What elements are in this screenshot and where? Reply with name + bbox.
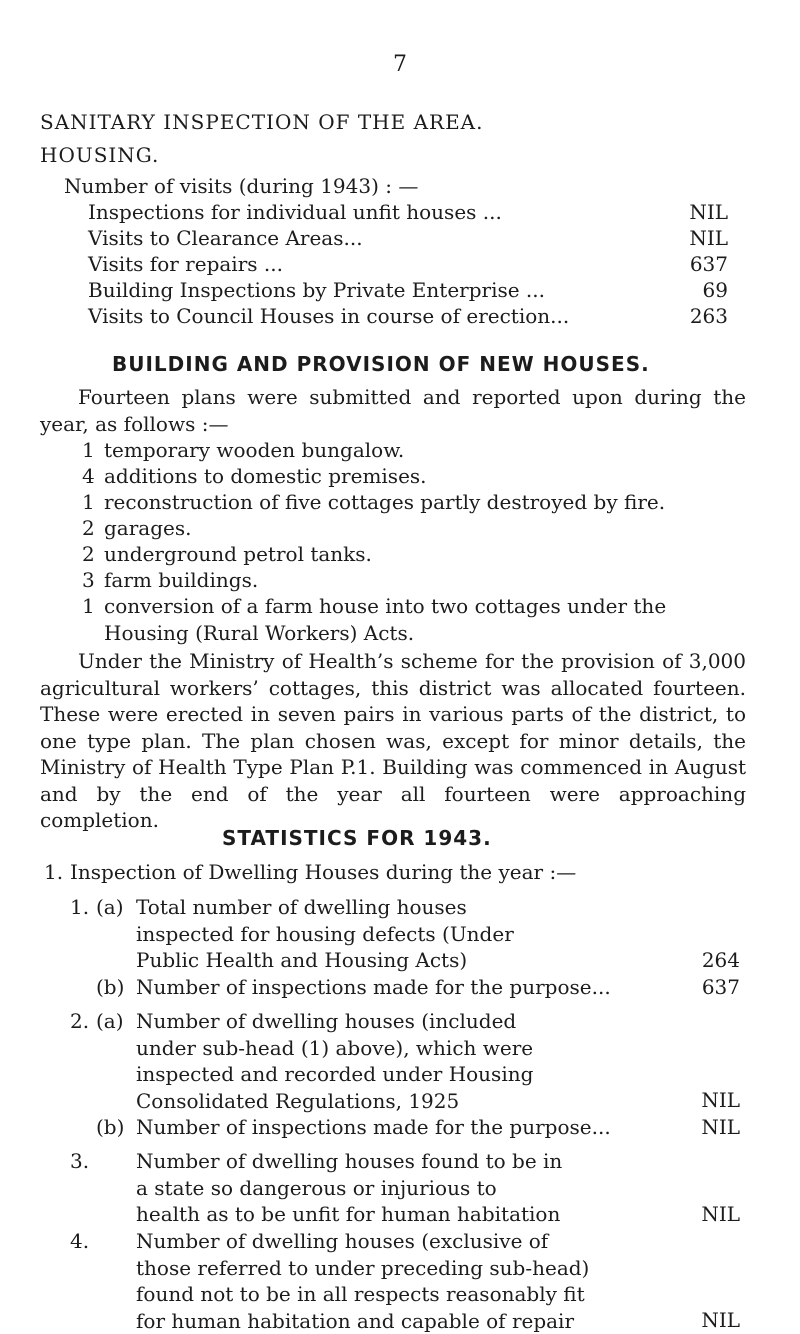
plan-text: additions to domestic premises.	[104, 464, 427, 488]
visit-label: Inspections for individual unfit houses ...	[88, 200, 502, 224]
visit-value: NIL	[689, 226, 728, 250]
stat-text: Total number of dwelling houses inspected for housing defects (Under Public Health and Housing Acts)	[136, 895, 514, 972]
plan-text: farm buildings.	[104, 568, 259, 592]
building-intro: Fourteen plans were submitted and reported upon during the year, as follows :—	[40, 385, 746, 436]
stat-letter: (a)	[96, 1009, 124, 1033]
plan-count: 4	[82, 464, 95, 488]
plan-count: 1	[82, 490, 95, 514]
stat-number: 2.	[70, 1009, 90, 1033]
stat-2a	[70, 1008, 740, 1118]
stat-number: 3.	[70, 1149, 90, 1173]
ministry-paragraph: Under the Ministry of Health’s scheme for the provision of 3,000 agricultural workers’ cottages, this district was allocated fourteen. These were erected in seven pairs in various parts of the district, to one type plan. The plan chosen was, except for minor details, the Ministry of Health Type Plan P.1. Building was commenced in August and by the end of the year all fourteen were approaching completion.	[40, 649, 746, 832]
stat-value: NIL	[701, 1202, 740, 1226]
plan-text: temporary wooden bungalow.	[104, 438, 405, 462]
plan-text: conversion of a farm house into two cottages under the Housing (Rural Workers) Acts.	[104, 594, 667, 645]
visit-row	[88, 226, 728, 250]
plan-count: 3	[82, 568, 95, 592]
stat-letter: (a)	[96, 895, 124, 919]
stat-letter: (b)	[96, 1115, 125, 1139]
stat-4	[70, 1228, 740, 1334]
stat-letter: (b)	[96, 975, 125, 999]
plan-count: 1	[82, 594, 95, 618]
stat-text: Number of dwelling houses (included under sub-head (1) above), which were inspected and recorded under Housing Consolidated Regulations, 1925	[136, 1009, 534, 1113]
visit-label: Visits to Council Houses in course of erection...	[88, 304, 570, 328]
visit-row	[88, 200, 728, 224]
stat-value: NIL	[701, 1115, 740, 1139]
stat-number: 1.	[70, 895, 90, 919]
stat-value: 637	[701, 975, 740, 999]
stat-3	[70, 1148, 740, 1228]
plan-count: 1	[82, 438, 95, 462]
visit-label: Building Inspections by Private Enterprise ...	[88, 278, 546, 302]
stat-2b	[70, 1114, 740, 1141]
visit-row	[88, 304, 728, 328]
visit-row	[88, 278, 728, 302]
stats-section-number: 1.	[44, 860, 64, 884]
stat-value: NIL	[701, 1088, 740, 1112]
stat-1b	[70, 974, 740, 1001]
plan-text: underground petrol tanks.	[104, 542, 372, 566]
visit-label: Visits for repairs ...	[88, 252, 283, 276]
section-title: SANITARY INSPECTION OF THE AREA.	[40, 110, 484, 134]
visit-label: Visits to Clearance Areas...	[88, 226, 363, 250]
stat-value: NIL	[701, 1308, 740, 1332]
statistics-heading: STATISTICS FOR 1943.	[222, 826, 492, 850]
plan-text: reconstruction of five cottages partly destroyed by fire.	[104, 490, 666, 514]
housing-heading: HOUSING.	[40, 143, 160, 167]
plan-count: 2	[82, 516, 95, 540]
plan-count: 2	[82, 542, 95, 566]
stats-section-title: Inspection of Dwelling Houses during the year :—	[70, 860, 577, 884]
page-number: 7	[393, 52, 407, 77]
stat-text: Number of dwelling houses (exclusive of those referred to under preceding sub-head) found not to be in all respects reasonably fit for human habitation and capable of repair	[136, 1229, 590, 1333]
visit-value: 263	[689, 304, 728, 328]
building-heading: BUILDING AND PROVISION OF NEW HOUSES.	[112, 352, 650, 376]
stat-value: 264	[701, 948, 740, 972]
visit-value: 637	[689, 252, 728, 276]
visits-intro: Number of visits (during 1943) : —	[64, 174, 419, 198]
stat-number: 4.	[70, 1229, 90, 1253]
stat-1a	[70, 894, 740, 974]
stat-text: Number of inspections made for the purpose...	[136, 1115, 611, 1139]
visit-row	[88, 252, 728, 276]
visit-value: NIL	[689, 200, 728, 224]
stat-text: Number of inspections made for the purpose...	[136, 975, 611, 999]
stat-text: Number of dwelling houses found to be in a state so dangerous or injurious to health as to be unfit for human habitation	[136, 1149, 563, 1226]
plan-text: garages.	[104, 516, 192, 540]
visit-value: 69	[702, 278, 728, 302]
